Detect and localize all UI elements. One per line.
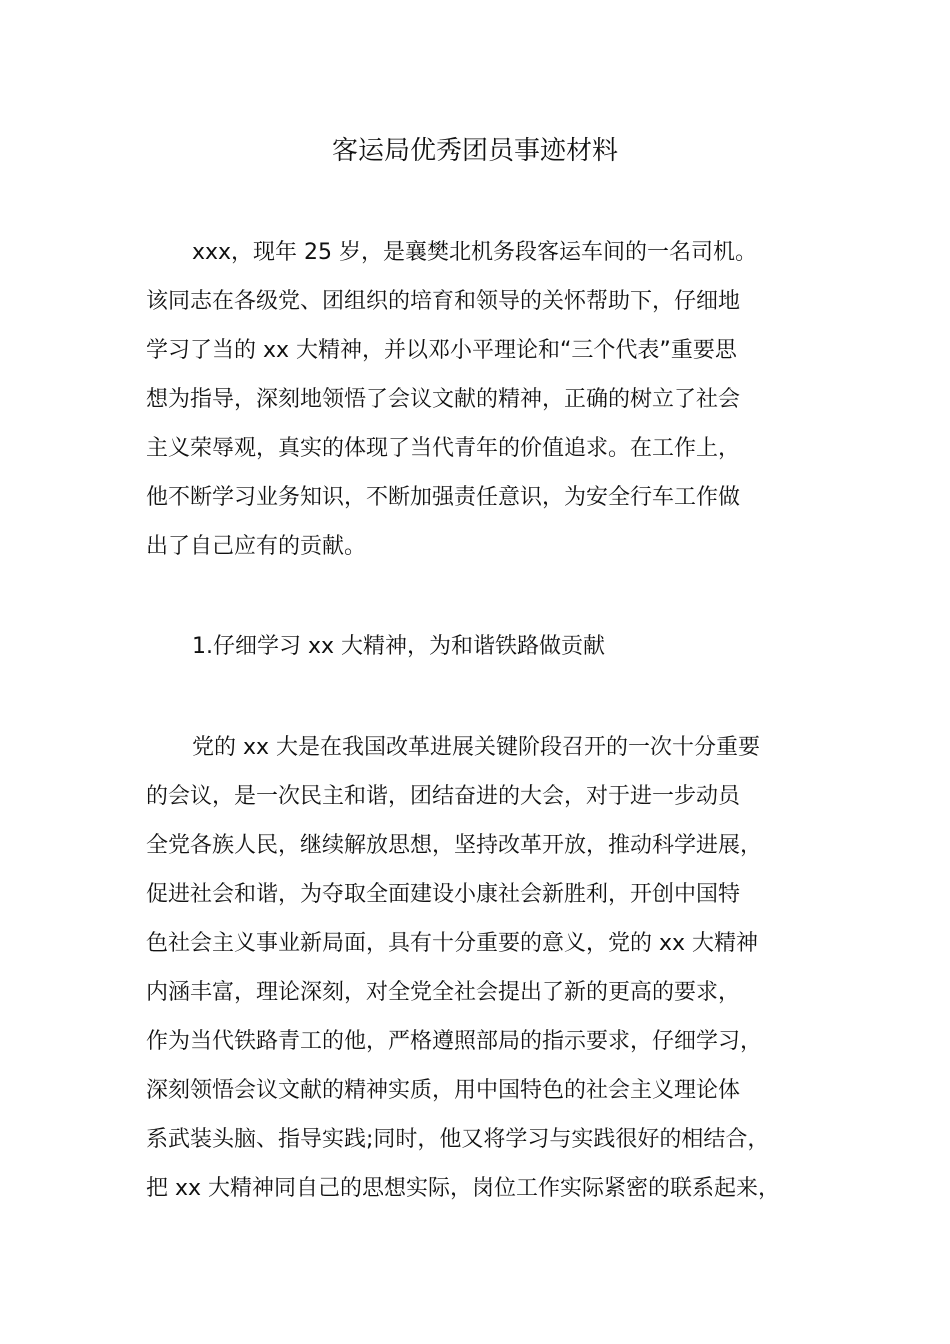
paragraph-line: 想为指导，深刻地领悟了会议文献的精神，正确的树立了社会 [146, 387, 741, 412]
paragraph-line: 学习了当的 xx 大精神，并以邓小平理论和“三个代表”重要思 [146, 338, 737, 363]
paragraph-line: 把 xx 大精神同自己的思想实际，岗位工作实际紧密的联系起来， [146, 1176, 781, 1201]
paragraph-line: 主义荣辱观，真实的体现了当代青年的价值追求。在工作上， [146, 436, 741, 461]
paragraph-line: 他不断学习业务知识，不断加强责任意识，为安全行车工作做 [146, 485, 741, 510]
paragraph-line: 该同志在各级党、团组织的培育和领导的关怀帮助下，仔细地 [146, 289, 741, 314]
paragraph-line: 促进社会和谐，为夺取全面建设小康社会新胜利，开创中国特 [146, 882, 741, 907]
paragraph-line: 系武装头脑、指导实践;同时，他又将学习与实践很好的相结合， [146, 1127, 770, 1152]
paragraph-line: 出了自己应有的贡献。 [146, 534, 367, 559]
paragraph-line: 作为当代铁路青工的他，严格遵照部局的指示要求，仔细学习， [146, 1029, 763, 1054]
paragraph-line: 全党各族人民，继续解放思想，坚持改革开放，推动科学进展， [146, 833, 763, 858]
paragraph-line: 的会议，是一次民主和谐，团结奋进的大会，对于进一步动员 [146, 784, 741, 809]
document-title: 客运局优秀团员事迹材料 [331, 136, 618, 166]
paragraph-line: xxx，现年 25 岁，是襄樊北机务段客运车间的一名司机。 [192, 240, 758, 265]
paragraph-line: 色社会主义事业新局面，具有十分重要的意义，党的 xx 大精神 [146, 931, 759, 956]
paragraph-line: 党的 xx 大是在我国改革进展关键阶段召开的一次十分重要 [192, 735, 761, 760]
paragraph-line: 深刻领悟会议文献的精神实质，用中国特色的社会主义理论体 [146, 1078, 741, 1103]
section-heading: 1.仔细学习 xx 大精神，为和谐铁路做贡献 [192, 634, 606, 659]
paragraph-line: 内涵丰富，理论深刻，对全党全社会提出了新的更高的要求， [146, 980, 741, 1005]
